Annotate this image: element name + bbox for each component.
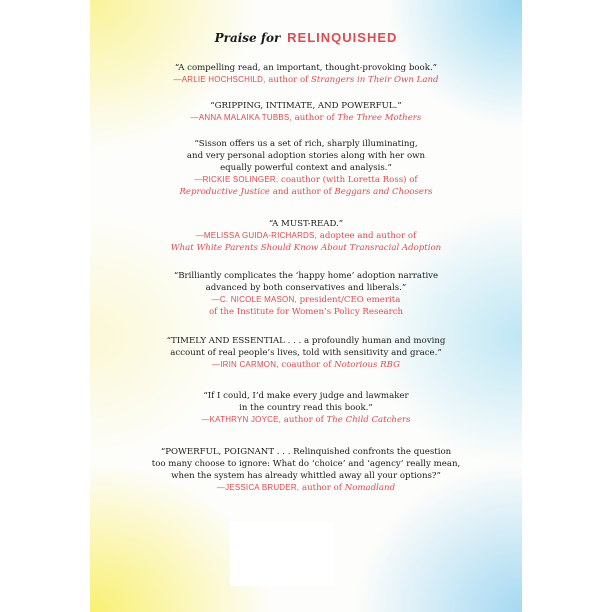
quote-line: “POWERFUL, POIGNANT . . . Relinquished confronts the question	[160, 447, 452, 457]
blurb-tubbs	[90, 100, 522, 124]
blurb-bruder	[90, 446, 522, 494]
attribution	[90, 294, 522, 306]
attribution-role: president/CEO emerita	[299, 295, 401, 305]
quote-line: “If I could, I’d make every judge and lawmaker	[203, 391, 409, 401]
cover-content	[90, 0, 522, 612]
attribution-role: adoptee and author of	[319, 231, 417, 241]
quote-line: “Brilliantly complicates the ‘happy home’ adoption narrative	[173, 271, 439, 281]
attribution-role: coauthor (with Loretta Ross) of	[281, 175, 418, 185]
attribution-work: The Three Mothers	[337, 113, 422, 123]
attribution	[90, 414, 522, 426]
attribution-org: of the Institute for Women’s Policy Research	[208, 307, 404, 317]
attribution-name: —JESSICA BRUDER,	[216, 483, 300, 492]
praise-label: Praise for	[214, 31, 281, 45]
attribution-line-2	[90, 306, 522, 318]
attribution-name: —ARLIE HOCHSCHILD,	[173, 75, 266, 84]
attribution-role: author of	[268, 75, 309, 85]
quote-line: and very personal adoption stories along with her own	[186, 151, 426, 161]
quote-line: account of real people’s lives, told with sensitivity and grace.”	[170, 348, 442, 358]
attribution-work: Reproductive Justice	[179, 187, 271, 197]
attribution-role: author of	[301, 483, 342, 493]
attribution-line-2	[90, 242, 522, 254]
book-title: RELINQUISHED	[287, 30, 398, 45]
attribution	[90, 359, 522, 371]
blurb-joyce	[90, 390, 522, 426]
attribution-name: —RICKIE SOLINGER,	[194, 175, 279, 184]
attribution	[90, 174, 522, 186]
attribution	[90, 482, 522, 494]
attribution-name: —C. NICOLE MASON,	[211, 295, 297, 304]
attribution-name: —ANNA MALAIKA TUBBS,	[190, 113, 292, 122]
attribution-connector: and author of	[272, 187, 332, 197]
blurb-carmon	[90, 335, 522, 371]
attribution	[90, 74, 522, 86]
attribution-name: —IRIN CARMON,	[212, 360, 279, 369]
attribution-name: —KATHRYN JOYCE,	[201, 415, 282, 424]
attribution-work: Notorious RBG	[334, 360, 400, 370]
attribution-work: Nomadland	[344, 483, 396, 493]
attribution-work: Strangers in Their Own Land	[311, 75, 439, 85]
attribution-name: —MELISSA GUIDA-RICHARDS,	[195, 231, 317, 240]
attribution-role: author of	[283, 415, 324, 425]
attribution-work: The Child Catchers	[326, 415, 411, 425]
attribution-work: Beggars and Choosers	[334, 187, 433, 197]
quote-line: “A compelling read, an important, thought-provoking book.”	[174, 63, 438, 73]
quote-line: “GRIPPING, INTIMATE, AND POWERFUL.”	[210, 101, 402, 111]
attribution	[90, 112, 522, 124]
quote-line: when the system has already whittled away all your options?”	[171, 471, 441, 481]
attribution-work: What White Parents Should Know About Transracial Adoption	[170, 243, 442, 253]
blurb-guida-richards	[90, 218, 522, 254]
blurb-solinger	[90, 138, 522, 198]
barcode-box	[230, 522, 334, 586]
quote-line: too many choose to ignore: What do ‘choice’ and ‘agency’ really mean,	[151, 459, 461, 469]
quote-line: equally powerful context and analysis.”	[220, 163, 392, 173]
attribution-role: author of	[294, 113, 335, 123]
quote-line: in the country read this book.”	[239, 403, 373, 413]
blurb-mason	[90, 270, 522, 318]
praise-header	[90, 30, 522, 46]
attribution	[90, 230, 522, 242]
quote-line: “TIMELY AND ESSENTIAL . . . a profoundly human and moving	[166, 336, 446, 346]
quote-line: “Sisson offers us a set of rich, sharply illuminating,	[194, 139, 418, 149]
attribution-role: coauthor of	[281, 360, 332, 370]
quote-line: advanced by both conservatives and liberals.”	[205, 283, 407, 293]
attribution-line-2	[90, 186, 522, 198]
blurb-hochschild	[90, 62, 522, 86]
back-cover	[90, 0, 522, 612]
quote-line: “A MUST-READ.”	[268, 219, 344, 229]
